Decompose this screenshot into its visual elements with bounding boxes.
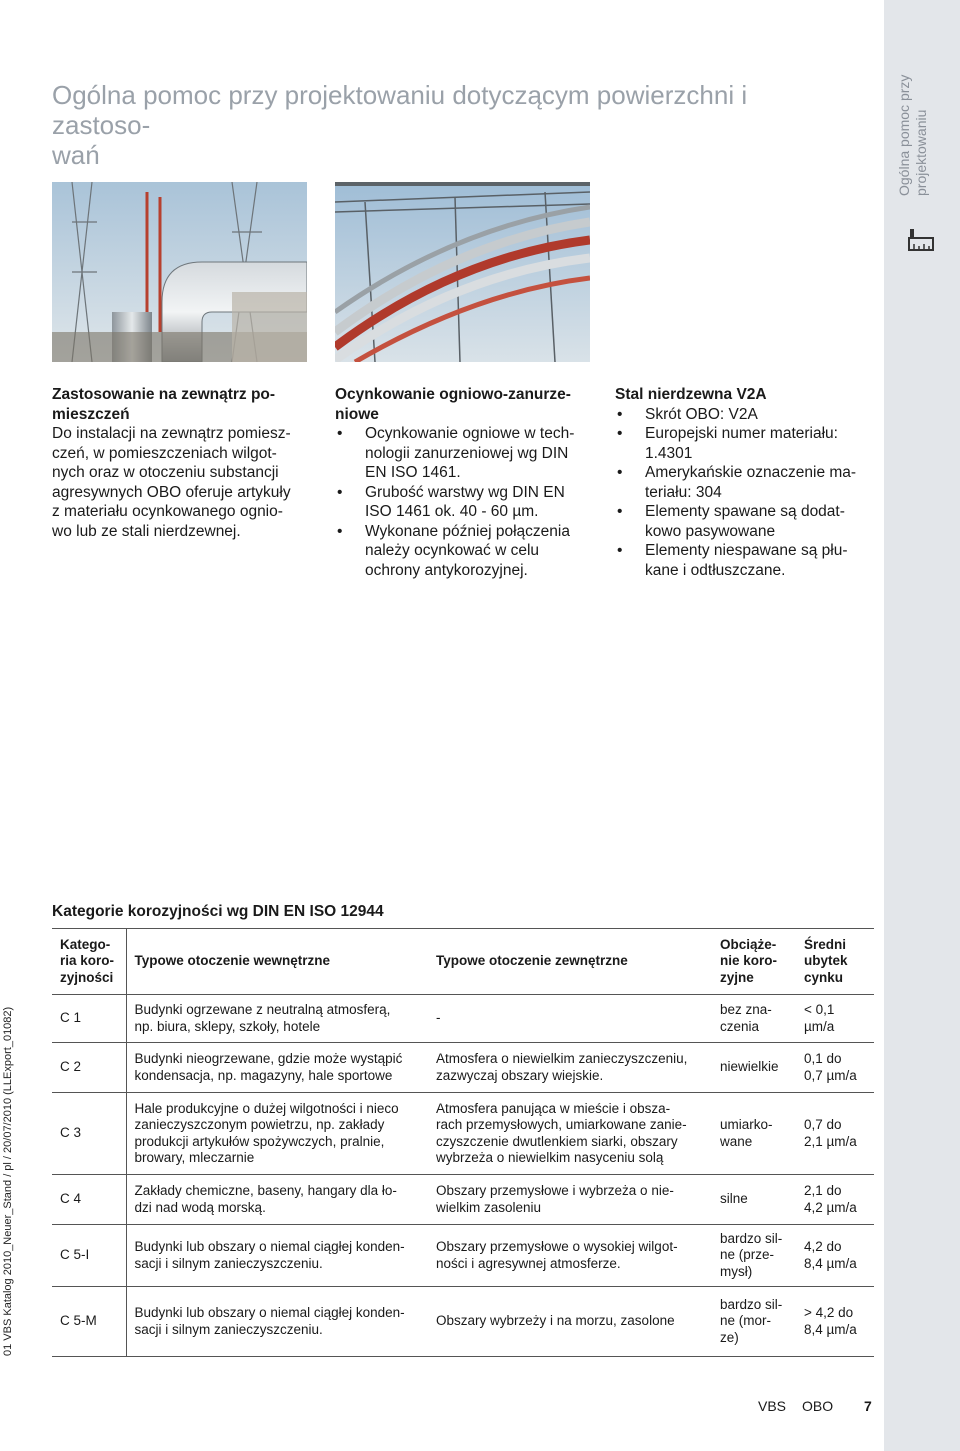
cell-load: silne bbox=[720, 1191, 748, 1207]
page-title: Ogólna pomoc przy projektowaniu dotyczącym powierzchni i zastoso- wań bbox=[52, 80, 748, 170]
cell-outside: Obszary przemysłowe i wybrzeża o nie- wielkim zasoleniu bbox=[436, 1183, 674, 1215]
list-item: • Grubość warstwy wg DIN EN ISO 1461 ok. 40 - 60 µm. bbox=[335, 483, 595, 522]
cell-inside: Budynki lub obszary o niemal ciągłej konden- sacji i silnym zanieczyszczeniu. bbox=[126, 1225, 428, 1287]
page-number: 7 bbox=[864, 1398, 872, 1414]
header-zinc-loss: Średni ubytek cynku bbox=[804, 936, 848, 985]
cell-inside: Hale produkcyjne o dużej wilgotności i nieco zanieczyszczonym powietrzu, np. zakłady produkcji artykułów spożywczych, pralnie, browary, mleczarnie bbox=[126, 1093, 428, 1175]
cell-zinc-loss: 0,1 do 0,7 µm/a bbox=[804, 1051, 857, 1083]
list-item: • Wykonane później połączenia należy ocynkować w celu ochrony antykorozyjnej. bbox=[335, 522, 595, 581]
cell-load: bardzo sil- ne (prze- mysł) bbox=[720, 1230, 783, 1279]
cell-category: C 2 bbox=[60, 1059, 82, 1075]
table-row bbox=[52, 1043, 874, 1093]
column-heading: Ocynkowanie ogniowo-zanurze- niowe bbox=[335, 386, 571, 423]
cell-outside: Atmosfera panująca w mieście i obsza- rach przemysłowych, umiarkowane zanie- czyszczenie dwutlenkiem siarki, obszary wybrzeża o niewielkim nasyceniu solą bbox=[436, 1100, 687, 1165]
cell-load: bardzo sil- ne (mor- ze) bbox=[720, 1296, 783, 1345]
side-tab-label: Ogólna pomoc przy projektowaniu bbox=[896, 74, 929, 196]
list-item: • Elementy niespawane są płu- kane i odtłuszczane. bbox=[615, 541, 875, 580]
cell-load: niewielkie bbox=[720, 1059, 779, 1075]
text-column-galvanizing bbox=[335, 385, 595, 580]
header-inside: Typowe otoczenie wewnętrzne bbox=[126, 929, 428, 995]
column-heading: Zastosowanie na zewnątrz po- mieszczeń bbox=[52, 386, 276, 423]
cell-zinc-loss: > 4,2 do 8,4 µm/a bbox=[804, 1305, 857, 1337]
cell-outside: Obszary wybrzeży i na morzu, zasolone bbox=[436, 1313, 675, 1329]
cell-inside: Zakłady chemiczne, baseny, hangary dla ło- dzi nad wodą morską. bbox=[126, 1175, 428, 1225]
cell-zinc-loss: 2,1 do 4,2 µm/a bbox=[804, 1183, 857, 1215]
header-category: Katego- ria koro- zyjności bbox=[60, 936, 115, 985]
cell-zinc-loss: 0,7 do 2,1 µm/a bbox=[804, 1117, 857, 1149]
table-title: Kategorie korozyjności wg DIN EN ISO 12944 bbox=[52, 903, 384, 920]
footer-brand: OBO bbox=[802, 1398, 834, 1414]
ruler-icon bbox=[908, 228, 936, 252]
table-row bbox=[52, 1225, 874, 1287]
header-outside: Typowe otoczenie zewnętrzne bbox=[436, 953, 628, 969]
bullet-list bbox=[335, 424, 595, 580]
column-body: Do instalacji na zewnątrz pomiesz- czeń, w pomieszczeniach wilgot- nych oraz w otoczeniu substancji agresywnych OBO oferuje artykuły z materiału ocynkowanego ognio- wo lub ze stali nierdzewnej. bbox=[52, 425, 291, 540]
bullet-list bbox=[615, 405, 875, 581]
table-row bbox=[52, 1175, 874, 1225]
header-load: Obciąże- nie koro- zyjne bbox=[720, 936, 778, 985]
cell-zinc-loss: < 0,1 µm/a bbox=[804, 1002, 835, 1034]
cell-category: C 3 bbox=[60, 1125, 82, 1141]
list-item: • Skrót OBO: V2A bbox=[615, 405, 875, 425]
cell-outside: Obszary przemysłowe o wysokiej wilgot- ności i agresywnej atmosferze. bbox=[436, 1239, 678, 1271]
text-column-stainless bbox=[615, 385, 875, 580]
footer-section: VBS bbox=[758, 1398, 787, 1414]
cell-inside: Budynki lub obszary o niemal ciągłej konden- sacji i silnym zanieczyszczeniu. bbox=[126, 1287, 428, 1357]
cell-outside: - bbox=[436, 1010, 441, 1026]
list-item: • Ocynkowanie ogniowe w tech- nologii zanurzeniowej wg DIN EN ISO 1461. bbox=[335, 424, 595, 483]
table-header-row bbox=[52, 929, 874, 995]
column-heading: Stal nierdzewna V2A bbox=[615, 386, 767, 403]
table-row bbox=[52, 1093, 874, 1175]
cell-category: C 4 bbox=[60, 1191, 82, 1207]
cell-load: umiarko- wane bbox=[720, 1117, 773, 1149]
cell-outside: Atmosfera o niewielkim zanieczyszczeniu, zazwyczaj obszary wiejskie. bbox=[436, 1051, 688, 1083]
list-item: • Europejski numer materiału: 1.4301 bbox=[615, 424, 875, 463]
table-row bbox=[52, 1287, 874, 1357]
cell-category: C 1 bbox=[60, 1010, 82, 1026]
list-item: • Amerykańskie oznaczenie ma- teriału: 304 bbox=[615, 463, 875, 502]
cell-category: C 5-M bbox=[60, 1313, 97, 1329]
cell-load: bez zna- czenia bbox=[720, 1002, 772, 1034]
table-row bbox=[52, 995, 874, 1043]
photo-pipe-bridge bbox=[335, 182, 590, 362]
catalog-footer-line: 01 VBS Katalog 2010_Neuer_Stand / pl / 20/07/2010 (LLExport_01082) bbox=[2, 1006, 14, 1356]
list-item: • Elementy spawane są dodat- kowo pasywowane bbox=[615, 502, 875, 541]
text-column-outdoor bbox=[52, 385, 312, 541]
cell-inside: Budynki ogrzewane z neutralną atmosferą, np. biura, sklepy, szkoły, hotele bbox=[126, 995, 428, 1043]
photo-pipes-outdoor bbox=[52, 182, 307, 362]
cell-inside: Budynki nieogrzewane, gdzie może wystąpić kondensacja, np. magazyny, hale sportowe bbox=[126, 1043, 428, 1093]
cell-category: C 5-I bbox=[60, 1247, 90, 1263]
cell-zinc-loss: 4,2 do 8,4 µm/a bbox=[804, 1239, 857, 1271]
corrosion-category-table bbox=[52, 928, 874, 1357]
side-tab bbox=[884, 0, 960, 1451]
